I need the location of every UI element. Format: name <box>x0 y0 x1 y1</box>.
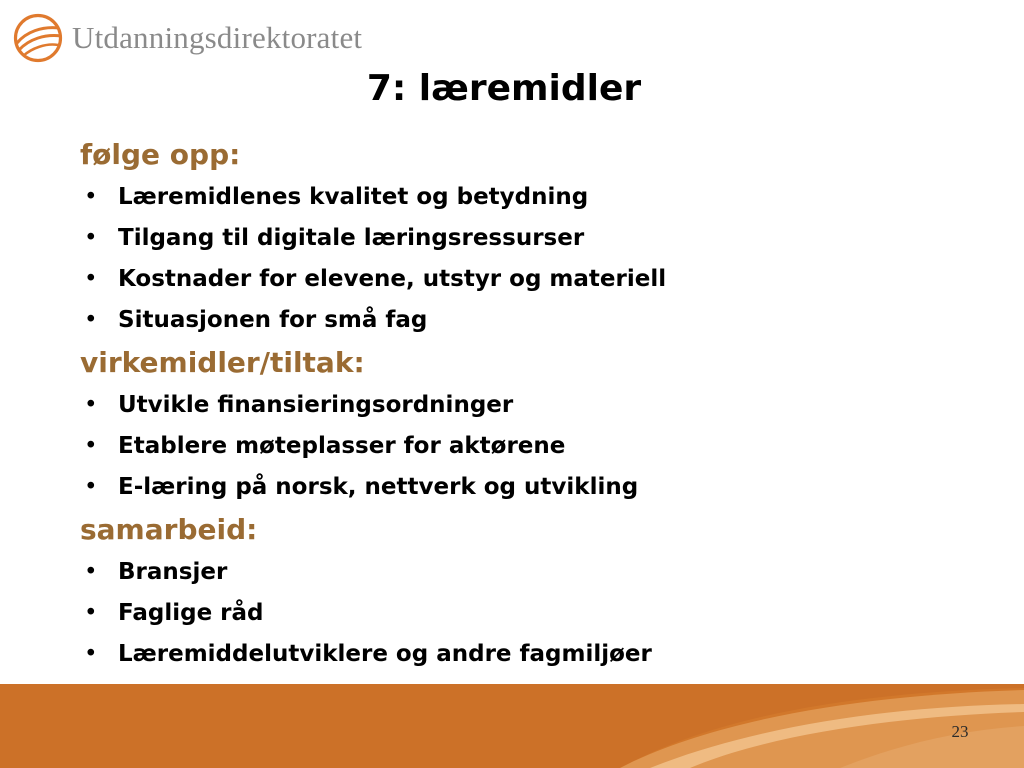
bullet-icon: • <box>84 307 98 333</box>
list-item-text: Faglige råd <box>118 600 264 626</box>
list-item <box>80 426 980 467</box>
list-item-text: E-læring på norsk, nettverk og utvikling <box>118 474 639 500</box>
section-heading-virkemidler: virkemidler/tiltak: <box>80 346 365 379</box>
list-item-text: Tilgang til digitale læringsressurser <box>118 225 585 251</box>
logo <box>12 10 362 66</box>
bullet-list <box>80 177 980 341</box>
list-item-text: Bransjer <box>118 559 228 585</box>
list-item <box>80 385 980 426</box>
logo-emblem-icon <box>12 12 64 64</box>
logo-text: Utdanningsdirektoratet <box>72 20 363 55</box>
bullet-icon: • <box>84 184 98 210</box>
list-item <box>80 634 980 675</box>
section-heading-samarbeid: samarbeid: <box>80 513 258 546</box>
bullet-list <box>80 385 980 508</box>
footer-band <box>0 684 1024 768</box>
list-item <box>80 552 980 593</box>
bullet-icon: • <box>84 559 98 585</box>
list-item-text: Situasjonen for små fag <box>118 307 428 333</box>
list-item <box>80 467 980 508</box>
slide-title: 7: læremidler <box>366 68 642 109</box>
list-item <box>80 177 980 218</box>
bullet-icon: • <box>84 474 98 500</box>
bullet-icon: • <box>84 641 98 667</box>
bullet-icon: • <box>84 433 98 459</box>
bullet-icon: • <box>84 392 98 418</box>
page-number: 23 <box>951 722 969 741</box>
list-item-text: Læremiddelutviklere og andre fagmiljøer <box>118 641 652 667</box>
bullet-icon: • <box>84 600 98 626</box>
list-item <box>80 218 980 259</box>
section-heading-folge-opp: følge opp: <box>80 138 241 171</box>
list-item-text: Utvikle finansieringsordninger <box>118 392 514 418</box>
list-item-text: Læremidlenes kvalitet og betydning <box>118 184 589 210</box>
bullet-icon: • <box>84 266 98 292</box>
list-item-text: Etablere møteplasser for aktørene <box>118 433 566 459</box>
list-item <box>80 259 980 300</box>
bullet-icon: • <box>84 225 98 251</box>
list-item <box>80 593 980 634</box>
list-item <box>80 300 980 341</box>
list-item-text: Kostnader for elevene, utstyr og materiell <box>118 266 667 292</box>
bullet-list <box>80 552 980 675</box>
slide-content <box>80 133 980 675</box>
